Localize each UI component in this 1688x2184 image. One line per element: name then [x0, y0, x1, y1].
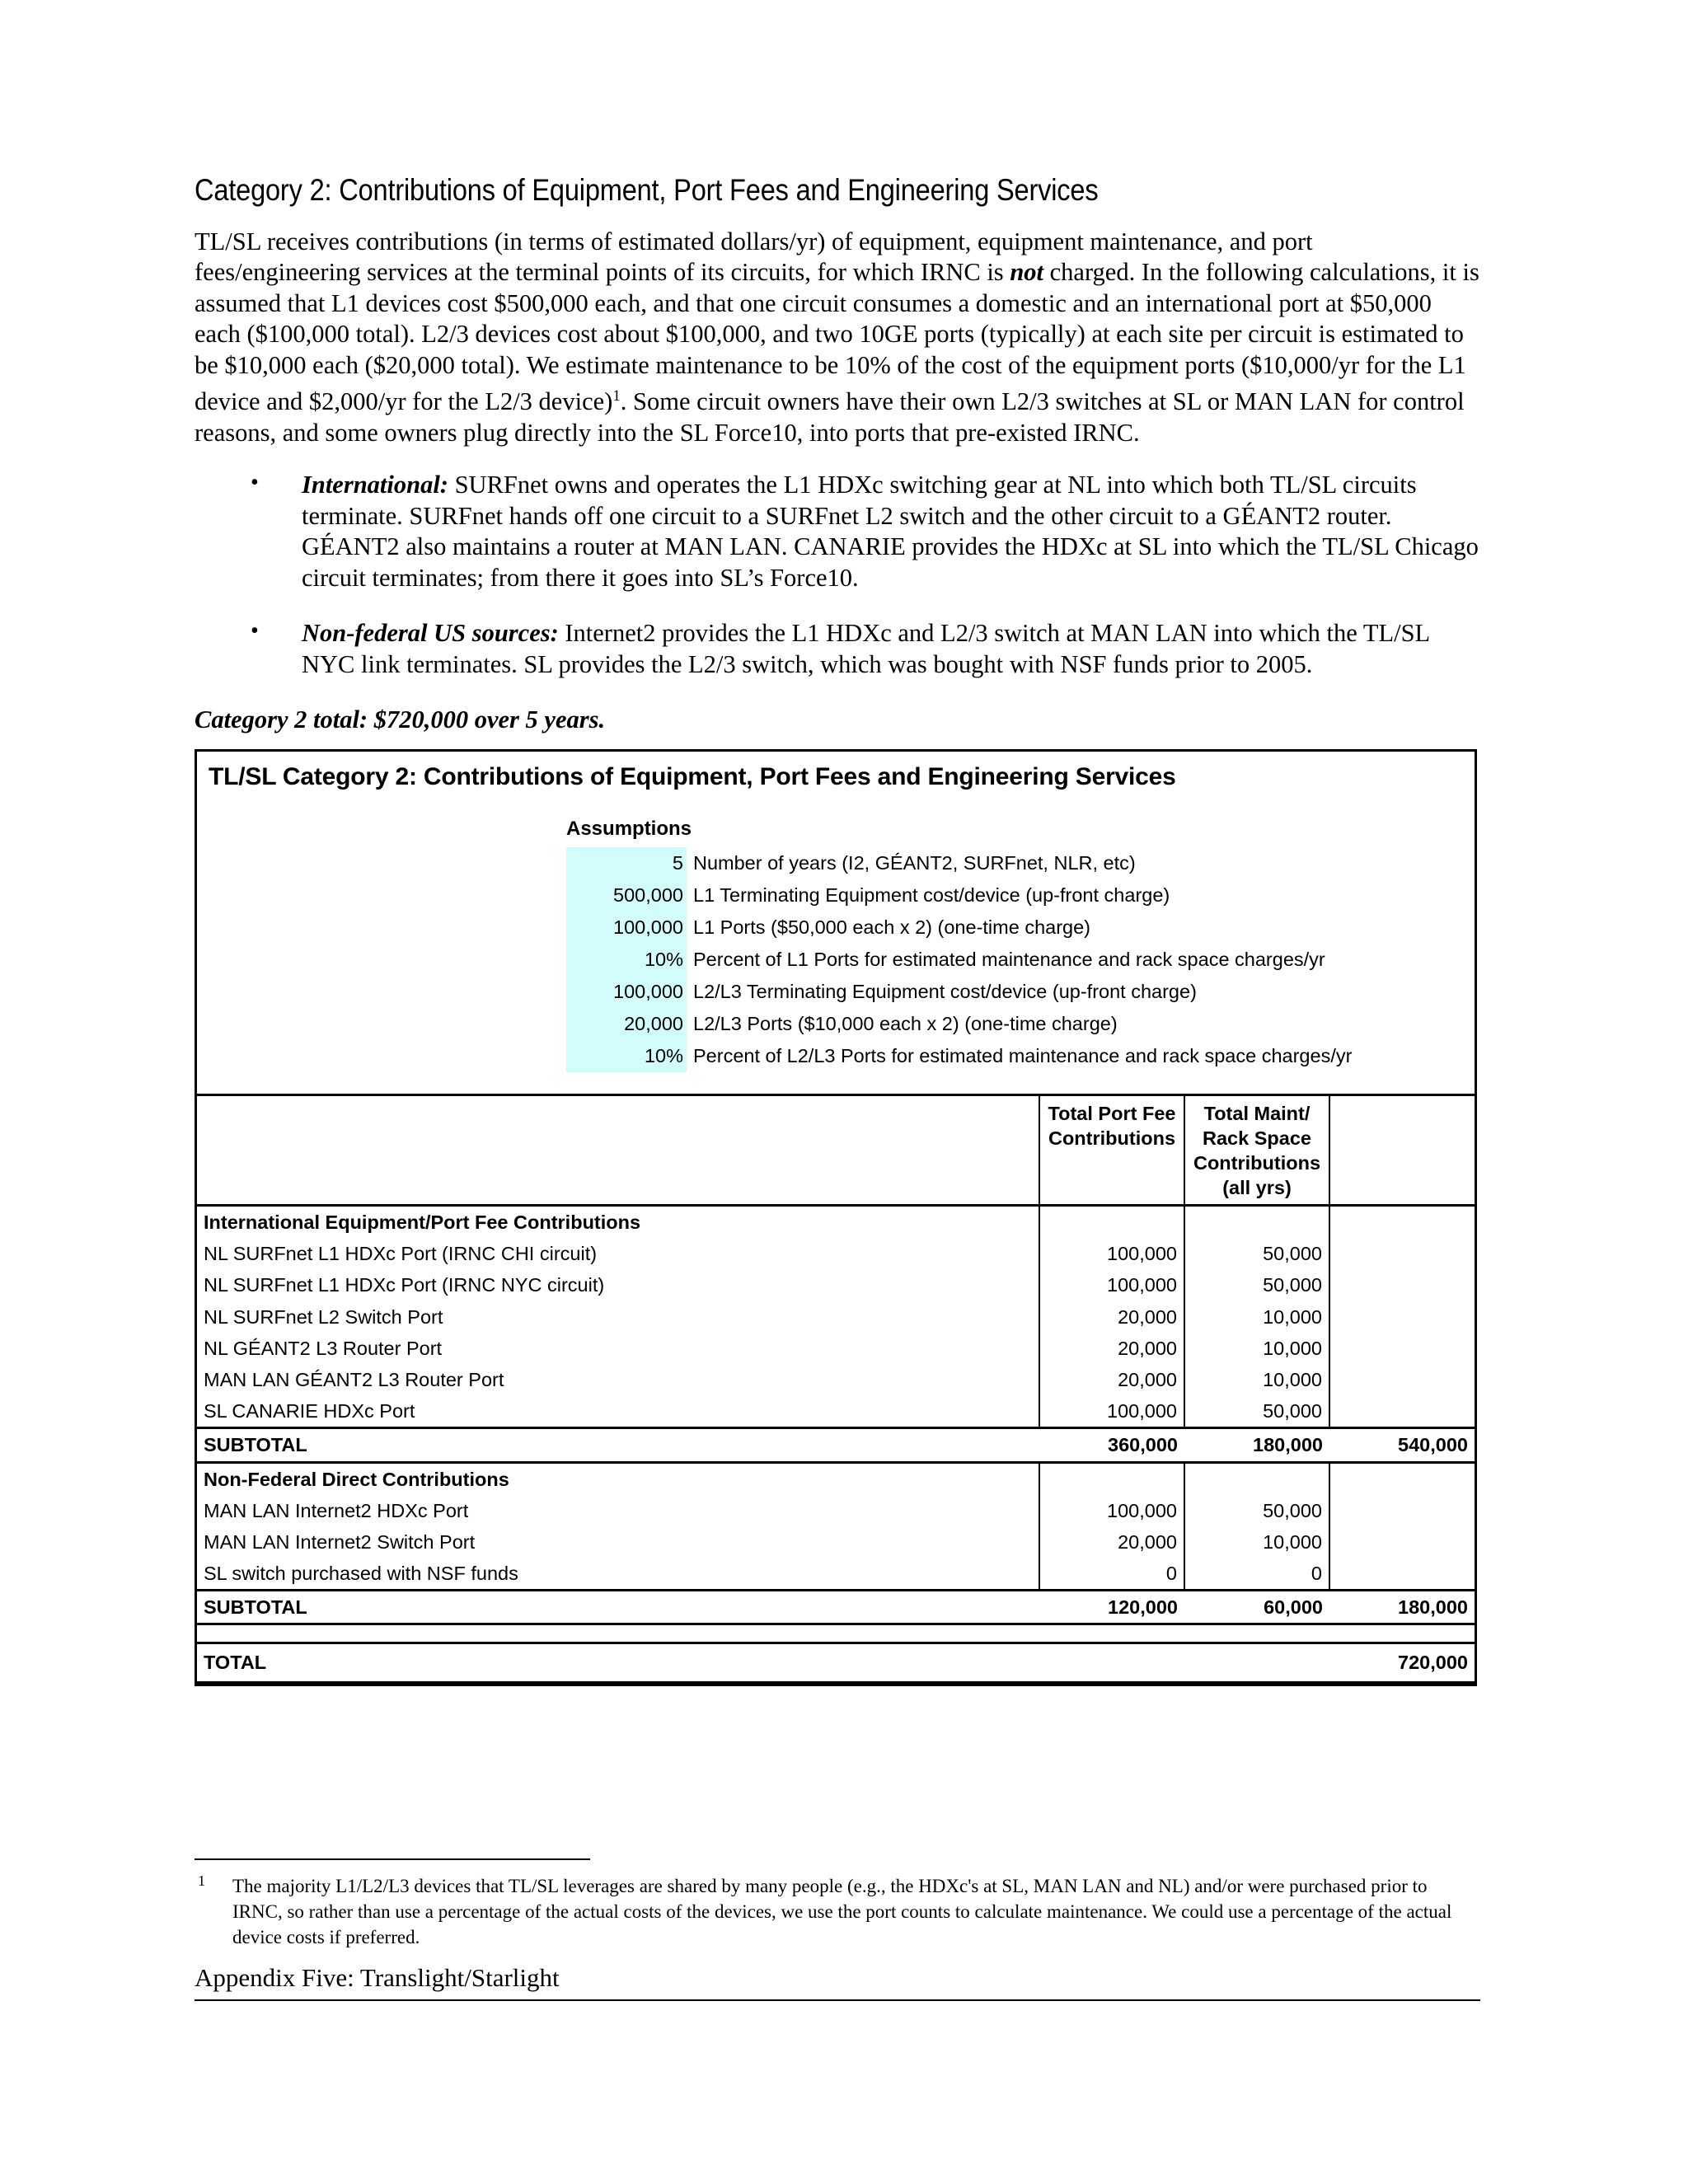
table-header-row: [197, 1094, 1475, 1205]
row-maint: 50,000: [1184, 1495, 1329, 1526]
subtotal-total: 180,000: [1329, 1591, 1475, 1624]
bullet-icon: •: [251, 618, 259, 644]
row-port-fee: 100,000: [1039, 1395, 1184, 1428]
section-total-cell: [1329, 1206, 1475, 1239]
row-port-fee: 0: [1039, 1558, 1184, 1591]
assumption-row: [197, 847, 1475, 879]
subtotal-total: 540,000: [1329, 1428, 1475, 1462]
row-port-fee: 100,000: [1039, 1495, 1184, 1526]
table-row: [197, 1269, 1475, 1301]
assumption-spacer: [197, 847, 566, 879]
row-port-fee: 20,000: [1039, 1364, 1184, 1395]
assumption-row: [197, 912, 1475, 944]
table-row: [197, 1364, 1475, 1395]
row-total: [1329, 1558, 1475, 1591]
row-maint: 10,000: [1184, 1364, 1329, 1395]
row-description: NL GÉANT2 L3 Router Port: [204, 1337, 443, 1359]
subtotal-row: [197, 1428, 1475, 1462]
total-label: TOTAL: [197, 1643, 1039, 1682]
bullet-lead-label: Non-federal US sources:: [302, 619, 559, 648]
intro-emphasis: not: [1010, 258, 1043, 287]
assumption-spacer: [197, 1040, 566, 1072]
row-description: NL SURFnet L1 HDXc Port (IRNC NYC circuit): [204, 1274, 605, 1296]
total-grand: 720,000: [1329, 1643, 1475, 1682]
row-maint: 0: [1184, 1558, 1329, 1591]
assumptions-block: [197, 818, 1475, 1094]
assumption-spacer: [197, 879, 566, 912]
assumption-label: Percent of L2/L3 Ports for estimated maintenance and rack space charges/yr: [693, 1044, 1353, 1066]
row-description: SL switch purchased with NSF funds: [204, 1563, 518, 1585]
bullet-body-text: SURFnet owns and operates the L1 HDXc switching gear at NL into which both TL/SL circuits terminate. SURFnet hands off one circuit to a SURFnet L2 switch and the other circuit to a GÉANT2 router. GÉANT2 also maintains a router at MAN LAN. CANARIE provides the HDXc at SL into which the TL/SL Chicago circuit terminates; from there it goes into SL’s Force10.: [302, 471, 1479, 592]
row-total: [1329, 1495, 1475, 1526]
category-total-line: Category 2 total: $720,000 over 5 years.: [195, 705, 606, 734]
section-port-fee-cell: [1039, 1462, 1184, 1495]
footnote-reference: 1: [612, 387, 621, 405]
assumptions-table: [197, 847, 1475, 1072]
assumption-row: [197, 1008, 1475, 1040]
row-port-fee: 100,000: [1039, 1238, 1184, 1269]
subtotal-maint: 180,000: [1184, 1428, 1329, 1462]
total-port-fee: [1039, 1643, 1184, 1682]
section-header-row: [197, 1462, 1475, 1495]
assumptions-heading: Assumptions: [566, 817, 692, 840]
bullet-list: [195, 470, 1480, 680]
contributions-table: [195, 749, 1477, 1686]
row-description: MAN LAN Internet2 Switch Port: [204, 1530, 476, 1553]
row-port-fee: 20,000: [1039, 1333, 1184, 1364]
assumption-value: 100,000: [566, 912, 687, 944]
assumption-label: L1 Ports ($50,000 each x 2) (one-time charge): [693, 916, 1091, 938]
footnote: [195, 1873, 1480, 1950]
row-description: MAN LAN Internet2 HDXc Port: [204, 1499, 469, 1521]
row-total: [1329, 1301, 1475, 1333]
grid-spacer: [197, 1624, 1475, 1643]
intro-paragraph: [195, 227, 1480, 449]
subtotal-port-fee: 120,000: [1039, 1591, 1184, 1624]
bullet-lead-label: International:: [302, 471, 448, 499]
bullet-body-text: Internet2 provides the L1 HDXc and L2/3 switch at MAN LAN into which the TL/SL NYC link terminates. SL provides the L2/3 switch, which was bought with NSF funds prior to 2005.: [302, 619, 1430, 678]
row-total: [1329, 1333, 1475, 1364]
table-row: [197, 1495, 1475, 1526]
assumption-value: 500,000: [566, 879, 687, 912]
table-row: [197, 1395, 1475, 1428]
page-footer: Appendix Five: Translight/Starlight: [195, 1961, 1480, 2001]
footnote-marker: 1: [198, 1872, 205, 1889]
bullet-icon: •: [251, 470, 259, 496]
row-maint: 10,000: [1184, 1301, 1329, 1333]
intro-text-part1: TL/SL receives contributions (in terms of estimated dollars/yr) of equipment, equipment maintenance, and port fees/engineering services at the terminal points of its circuits, for which IRNC is: [195, 227, 1313, 287]
page-title: Category 2: Contributions of Equipment, Port Fees and Engineering Services: [195, 173, 1099, 207]
subtotal-label: SUBTOTAL: [197, 1591, 1039, 1624]
column-header-port-fee: Total Port Fee Contributions: [1039, 1094, 1184, 1205]
section-maint-cell: [1184, 1206, 1329, 1239]
row-description: NL SURFnet L2 Switch Port: [204, 1305, 443, 1328]
assumption-row: [197, 1040, 1475, 1072]
document-page: [195, 173, 1480, 1686]
assumption-spacer: [197, 944, 566, 976]
row-maint: 50,000: [1184, 1269, 1329, 1301]
subtotal-port-fee: 360,000: [1039, 1428, 1184, 1462]
column-header-total: [1329, 1094, 1475, 1205]
assumption-row: [197, 944, 1475, 976]
assumption-label: Percent of L1 Ports for estimated maintenance and rack space charges/yr: [693, 948, 1325, 970]
row-description: SL CANARIE HDXc Port: [204, 1400, 415, 1422]
assumption-value: 10%: [566, 944, 687, 976]
assumption-label: L2/L3 Ports ($10,000 each x 2) (one-time charge): [693, 1012, 1118, 1034]
contributions-grid: [197, 1094, 1475, 1684]
footnote-separator: [195, 1858, 590, 1860]
section-label: Non-Federal Direct Contributions: [197, 1462, 1039, 1495]
subtotal-label: SUBTOTAL: [197, 1428, 1039, 1462]
list-item: [195, 618, 1480, 680]
row-maint: 50,000: [1184, 1395, 1329, 1428]
subtotal-maint: 60,000: [1184, 1591, 1329, 1624]
row-description: MAN LAN GÉANT2 L3 Router Port: [204, 1368, 504, 1390]
assumption-label: L1 Terminating Equipment cost/device (up-front charge): [693, 883, 1170, 906]
row-port-fee: 20,000: [1039, 1301, 1184, 1333]
section-total-cell: [1329, 1462, 1475, 1495]
table-row: [197, 1301, 1475, 1333]
footnote-area: [195, 1858, 1480, 2001]
row-total: [1329, 1269, 1475, 1301]
assumption-row: [197, 976, 1475, 1008]
row-total: [1329, 1238, 1475, 1269]
column-header-maint: Total Maint/ Rack Space Contributions (all yrs): [1184, 1094, 1329, 1205]
assumption-spacer: [197, 912, 566, 944]
row-total: [1329, 1526, 1475, 1558]
section-label: International Equipment/Port Fee Contributions: [197, 1206, 1039, 1239]
footnote-text: The majority L1/L2/L3 devices that TL/SL leverages are shared by many people (e.g., the HDXc's at SL, MAN LAN and NL) and/or were purchased prior to IRNC, so rather than use a percentage of the actual costs of the devices, we use the port counts to calculate maintenance. We could use a percentage of the actual device costs if preferred.: [232, 1876, 1452, 1947]
table-row: [197, 1558, 1475, 1591]
list-item: [195, 470, 1480, 593]
assumption-spacer: [197, 976, 566, 1008]
table-title: TL/SL Category 2: Contributions of Equipment, Port Fees and Engineering Services: [209, 762, 1176, 790]
assumption-value: 100,000: [566, 976, 687, 1008]
assumption-spacer: [197, 1008, 566, 1040]
row-port-fee: 100,000: [1039, 1269, 1184, 1301]
table-row: [197, 1333, 1475, 1364]
assumption-label: Number of years (I2, GÉANT2, SURFnet, NLR, etc): [693, 851, 1136, 874]
row-maint: 50,000: [1184, 1238, 1329, 1269]
assumption-value: 20,000: [566, 1008, 687, 1040]
section-maint-cell: [1184, 1462, 1329, 1495]
subtotal-row: [197, 1591, 1475, 1624]
row-total: [1329, 1364, 1475, 1395]
intro-text-part3: . Some circuit owners have their own L2/3 switches at SL or MAN LAN for control reasons, and some owners plug directly into the SL Force10, into ports that pre-existed IRNC.: [195, 387, 1465, 447]
assumption-label: L2/L3 Terminating Equipment cost/device (up-front charge): [693, 980, 1197, 1002]
intro-text-part2: charged. In the following calculations, it is assumed that L1 devices cost $500,000 each, and that one circuit consumes a domestic and an international port at $50,000 each ($100,000 total). L2/3 devices cost about $100,000, and two 10GE ports (typically) at each site per circuit is estimated to be $10,000 each ($20,000 total). We estimate maintenance to be 10% of the cost of the equipment ports ($10,000/yr for the L1 device and $2,000/yr for the L2/3 device): [195, 258, 1479, 416]
row-maint: 10,000: [1184, 1333, 1329, 1364]
section-port-fee-cell: [1039, 1206, 1184, 1239]
row-maint: 10,000: [1184, 1526, 1329, 1558]
table-row: [197, 1526, 1475, 1558]
total-row: [197, 1643, 1475, 1682]
row-total: [1329, 1395, 1475, 1428]
section-header-row: [197, 1206, 1475, 1239]
row-description: NL SURFnet L1 HDXc Port (IRNC CHI circuit): [204, 1243, 598, 1265]
assumption-value: 5: [566, 847, 687, 879]
assumption-row: [197, 879, 1475, 912]
table-row: [197, 1238, 1475, 1269]
row-port-fee: 20,000: [1039, 1526, 1184, 1558]
assumption-value: 10%: [566, 1040, 687, 1072]
column-header-description: [197, 1094, 1039, 1205]
total-maint: [1184, 1643, 1329, 1682]
